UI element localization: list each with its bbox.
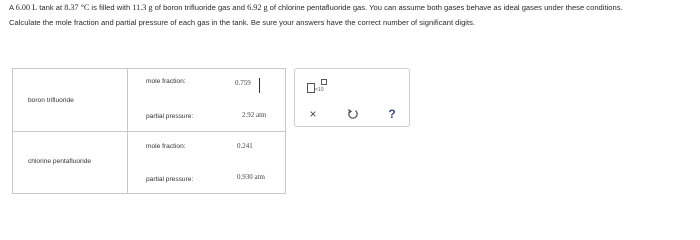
bf3-mole-fraction-label: mole fraction:: [146, 78, 186, 85]
scientific-notation-icon[interactable]: [307, 79, 329, 95]
gas-name-clf5: chlorine pentafluoride: [28, 158, 92, 165]
undo-icon[interactable]: [345, 106, 361, 122]
times-ten-label: ×10: [315, 87, 324, 93]
bf3-partial-pressure-value[interactable]: 2.92 atm: [242, 111, 267, 119]
clf5-mole-fraction-label: mole fraction:: [146, 143, 186, 150]
bf3-partial-pressure-label: partial pressure:: [146, 113, 194, 120]
clf5-mass-value: 6.92 g: [247, 3, 268, 12]
answer-tools-panel: [294, 68, 410, 127]
problem-text: A 6.00 L tank at 8.37 °C is filled with 11.3 g of boron trifluoride gas and 6.92 g of chlorine pentafluoride gas. You can assume both gases behave as ideal gases under these conditions.: [9, 3, 623, 12]
clf5-partial-pressure-value[interactable]: 0.930 atm: [237, 173, 265, 181]
instruction-text: Calculate the mole fraction and partial pressure of each gas in the tank. Be sure your answers have the correct number of significant digits.: [9, 17, 475, 27]
gas-name-bf3: boron trifluoride: [28, 97, 74, 104]
clf5-partial-pressure-label: partial pressure:: [146, 176, 194, 183]
text-cursor: [259, 78, 260, 93]
temperature-value: 8.37 °C: [64, 3, 90, 12]
clf5-mole-fraction-value[interactable]: 0.241: [237, 142, 253, 150]
problem-statement: [9, 3, 697, 28]
answer-table: [12, 68, 286, 194]
volume-value: 6.00 L: [15, 3, 38, 12]
help-button[interactable]: ?: [388, 107, 396, 121]
clear-button[interactable]: ×: [309, 107, 317, 121]
bf3-mole-fraction-value[interactable]: 0.759: [235, 79, 251, 87]
exponent-box: [321, 79, 327, 85]
bf3-mass-value: 11.3 g: [132, 3, 153, 12]
undo-arrow-icon: [347, 108, 359, 120]
base-box: [307, 83, 315, 93]
row-divider: [13, 131, 285, 132]
